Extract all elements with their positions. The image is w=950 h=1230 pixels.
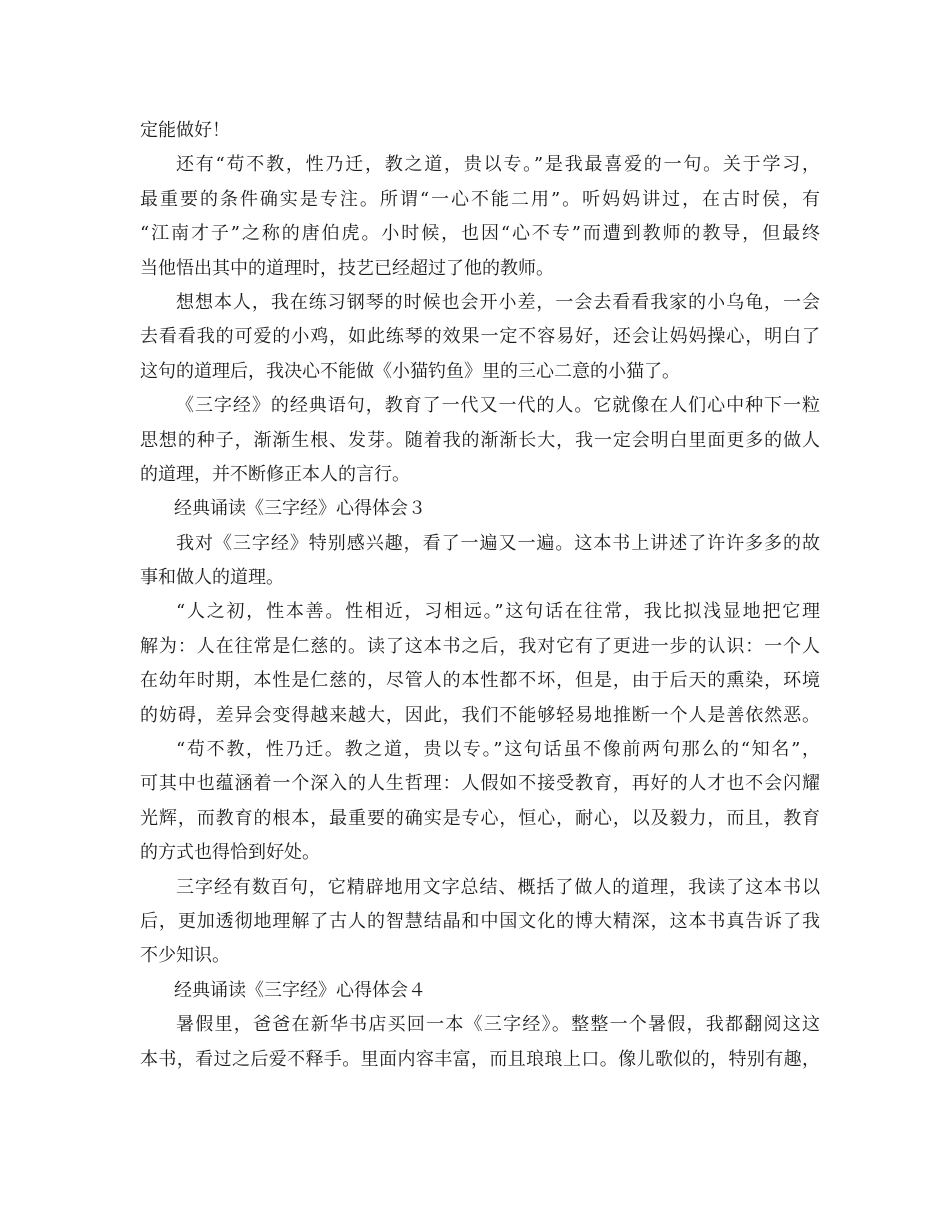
document-body bbox=[140, 114, 820, 1077]
text-line: 事和做人的道理。 bbox=[140, 567, 284, 589]
text-line: “江南才子”之称的唐伯虎。小时候，也因“心不专”而遭到教师的教导，但最终 bbox=[140, 223, 820, 245]
text-line: 后，更加透彻地理解了古人的智慧结晶和中国文化的博大精深，这本书真告诉了我 bbox=[140, 910, 820, 932]
paragraph-first-line: 想想本人，我在练习钢琴的时候也会开小差，一会去看看我家的小乌龟，一会 bbox=[176, 291, 820, 313]
text-line: 思想的种子，渐渐生根、发芽。随着我的渐渐长大，我一定会明白里面更多的做人 bbox=[140, 429, 820, 451]
paragraph-first-line: “苟不教，性乃迁。教之道，贵以专。”这句话虽不像前两句那么的“知名”， bbox=[176, 739, 820, 761]
paragraph-first-line: 暑假里，爸爸在新华书店买回一本《三字经》。整整一个暑假，我都翻阅这这 bbox=[176, 1014, 820, 1036]
section-heading: 经典诵读《三字经》心得体会３ bbox=[174, 498, 426, 520]
paragraph-first-line: 我对《三字经》特别感兴趣，看了一遍又一遍。这本书上讲述了许许多多的故 bbox=[176, 532, 820, 554]
text-line: 这句的道理后，我决心不能做《小猫钓鱼》里的三心二意的小猫了。 bbox=[140, 360, 680, 382]
text-line: 最重要的条件确实是专注。所谓“一心不能二用”。听妈妈讲过，在古时侯，有 bbox=[140, 188, 820, 210]
text-line: 在幼年时期，本性是仁慈的，尽管人的本性都不坏，但是，由于后天的熏染，环境 bbox=[140, 670, 820, 692]
paragraph-first-line: 《三字经》的经典语句，教育了一代又一代的人。它就像在人们心中种下一粒 bbox=[176, 395, 820, 417]
section-heading: 经典诵读《三字经》心得体会４ bbox=[174, 979, 426, 1001]
text-line: 光辉，而教育的根本，最重要的确实是专心，恒心，耐心，以及毅力，而且，教育 bbox=[140, 807, 820, 829]
text-line: 的妨碍，差异会变得越来越大，因此，我们不能够轻易地推断一个人是善依然恶。 bbox=[140, 704, 820, 726]
text-line: 的道理，并不断修正本人的言行。 bbox=[140, 463, 410, 485]
text-line: 定能做好！ bbox=[140, 120, 230, 141]
text-line: 可其中也蕴涵着一个深入的人生哲理：人假如不接受教育，再好的人才也不会闪耀 bbox=[140, 773, 820, 795]
text-line: 当他悟出其中的道理时，技艺已经超过了他的教师。 bbox=[140, 257, 554, 279]
text-line: 不少知识。 bbox=[140, 945, 230, 967]
paragraph-first-line: 还有“苟不教，性乃迁，教之道，贵以专。”是我最喜爱的一句。关于学习， bbox=[176, 154, 820, 176]
paragraph-first-line: 三字经有数百句，它精辟地用文字总结、概括了做人的道理，我读了这本书以 bbox=[176, 876, 820, 898]
paragraph-first-line: “人之初，性本善。性相近，习相远。”这句话在往常，我比拟浅显地把它理 bbox=[176, 601, 820, 623]
text-line: 解为：人在往常是仁慈的。读了这本书之后，我对它有了更进一步的认识：一个人 bbox=[140, 635, 820, 657]
text-line: 的方式也得恰到好处。 bbox=[140, 842, 320, 864]
text-line: 去看看我的可爱的小鸡，如此练琴的效果一定不容易好，还会让妈妈操心，明白了 bbox=[140, 326, 820, 348]
text-line: 本书，看过之后爱不释手。里面内容丰富，而且琅琅上口。像儿歌似的，特别有趣， bbox=[140, 1048, 820, 1070]
